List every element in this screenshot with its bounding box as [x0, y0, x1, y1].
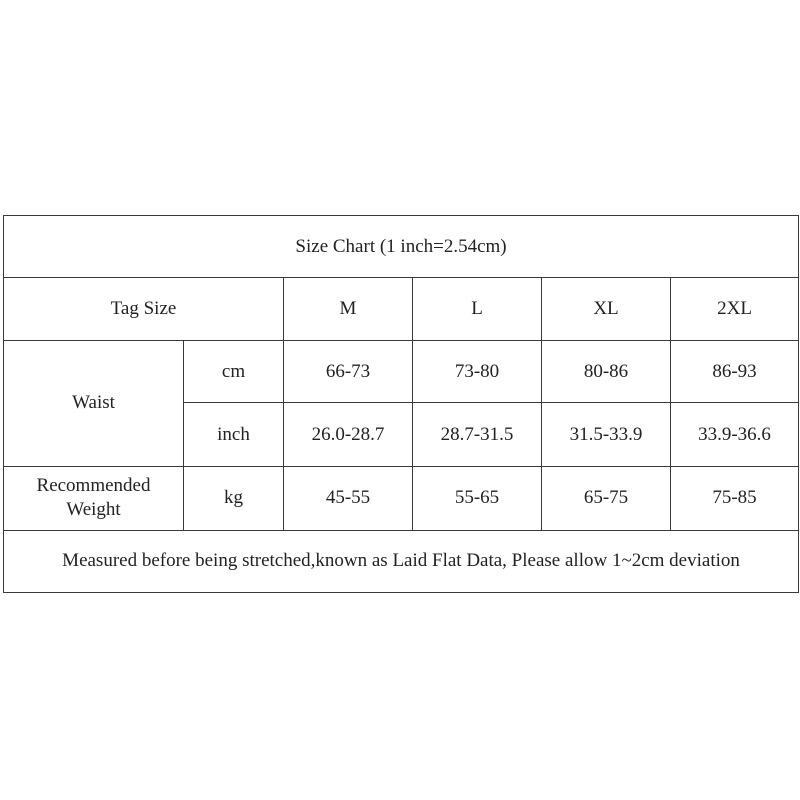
size-header-l: L	[413, 278, 542, 341]
waist-cm-unit: cm	[184, 341, 284, 403]
waist-inch-xl: 31.5-33.9	[542, 403, 671, 466]
tag-size-label: Tag Size	[4, 278, 284, 341]
weight-label	[4, 466, 184, 530]
size-header-m: M	[284, 278, 413, 341]
waist-inch-2xl: 33.9-36.6	[671, 403, 799, 466]
weight-l: 55-65	[413, 466, 542, 530]
weight-xl: 65-75	[542, 466, 671, 530]
size-header-2xl: 2XL	[671, 278, 799, 341]
waist-cm-m: 66-73	[284, 341, 413, 403]
table-title: Size Chart (1 inch=2.54cm)	[4, 216, 799, 278]
weight-row	[4, 466, 799, 530]
weight-label-line1: Recommended	[36, 475, 151, 497]
weight-label-line2: Weight	[66, 499, 121, 521]
size-chart-table	[3, 215, 799, 593]
title-row	[4, 216, 799, 278]
size-header-xl: XL	[542, 278, 671, 341]
waist-cm-2xl: 86-93	[671, 341, 799, 403]
waist-inch-m: 26.0-28.7	[284, 403, 413, 466]
waist-inch-unit: inch	[184, 403, 284, 466]
waist-cm-xl: 80-86	[542, 341, 671, 403]
weight-m: 45-55	[284, 466, 413, 530]
waist-inch-l: 28.7-31.5	[413, 403, 542, 466]
waist-cm-l: 73-80	[413, 341, 542, 403]
waist-cm-row	[4, 341, 799, 403]
waist-label: Waist	[4, 341, 184, 466]
size-header-row	[4, 278, 799, 341]
weight-2xl: 75-85	[671, 466, 799, 530]
measurement-note: Measured before being stretched,known as Laid Flat Data, Please allow 1~2cm deviation	[4, 530, 799, 592]
weight-unit: kg	[184, 466, 284, 530]
note-row	[4, 530, 799, 592]
